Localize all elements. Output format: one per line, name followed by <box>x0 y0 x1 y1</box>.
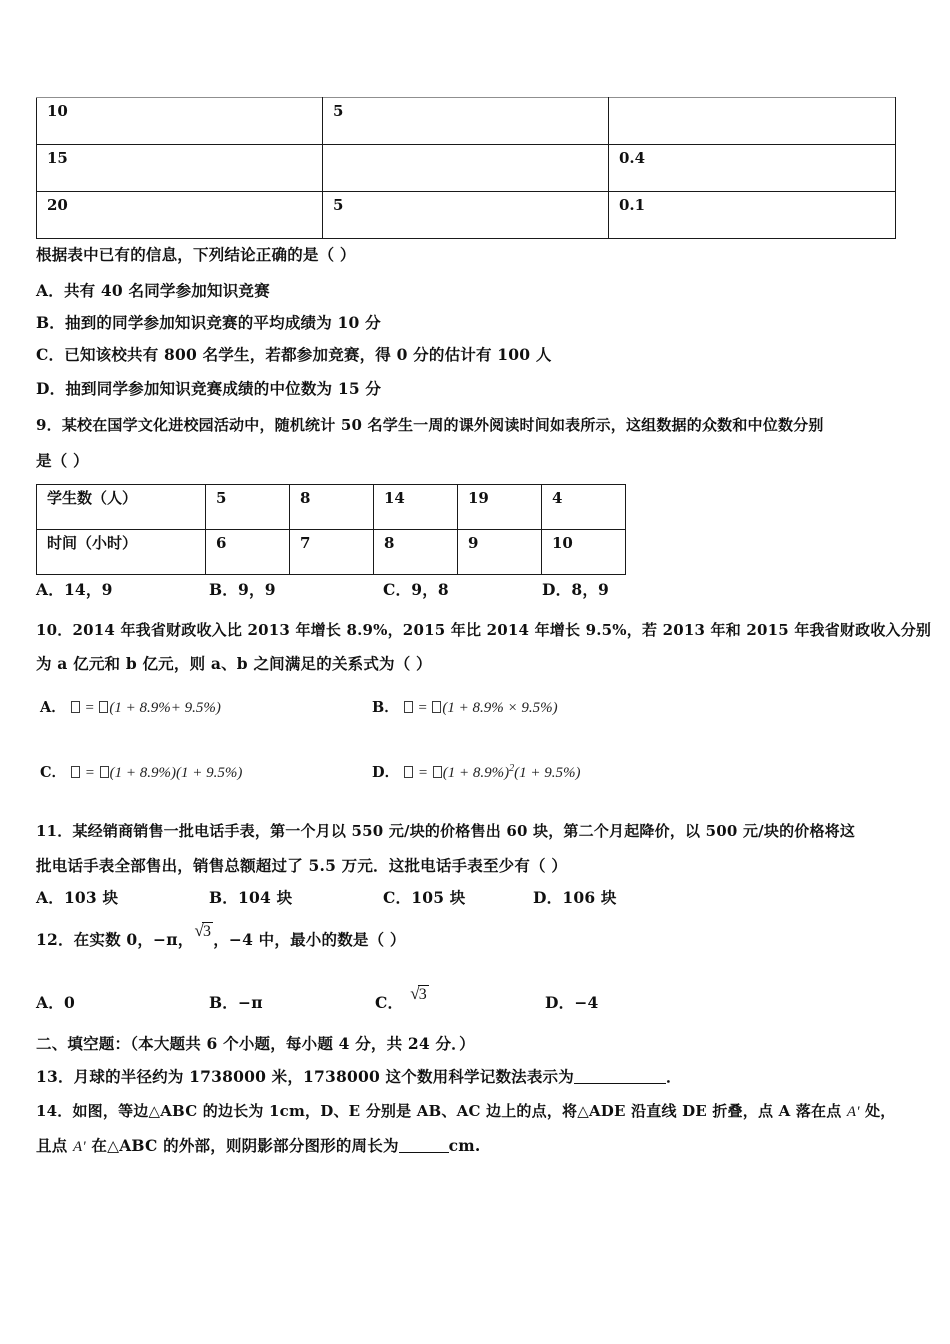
cell-hours: 10 <box>542 530 626 575</box>
question-10-option-d <box>372 761 581 782</box>
answer-blank[interactable] <box>574 1083 666 1084</box>
question-13-text-before: 13．月球的半径约为 1738000 米，1738000 这个数用科学记数法表示为 <box>36 1067 574 1086</box>
option-text: −π <box>238 993 263 1012</box>
option-label: C． <box>375 993 404 1012</box>
option-text: 14，9 <box>63 580 113 599</box>
option-label: D． <box>545 993 575 1012</box>
table-row <box>37 145 896 192</box>
question-12-option-a <box>36 991 75 1014</box>
question-12-option-c <box>375 984 429 1014</box>
cell-count <box>323 145 609 192</box>
option-label: C． <box>40 764 67 781</box>
cell-score: 15 <box>37 145 323 192</box>
option-text: 105 块 <box>411 888 466 907</box>
question-10-option-c <box>40 761 242 782</box>
table-row <box>37 192 896 239</box>
question-12-stem-prefix: 12．在实数 0，−π， <box>36 930 194 949</box>
option-text: 103 块 <box>63 888 119 907</box>
question-8-option-d <box>36 377 381 400</box>
option-text: 8，9 <box>571 580 610 599</box>
question-11-option-a <box>36 886 118 909</box>
row-label-hours: 时间（小时） <box>37 530 206 575</box>
question-14-line2 <box>36 1134 481 1159</box>
question-12-stem <box>36 921 406 951</box>
point-a-prime-label: A' <box>846 1104 860 1120</box>
option-label: A． <box>40 699 66 716</box>
cell-freq <box>609 98 896 145</box>
option-label: B． <box>209 580 239 599</box>
option-label: B． <box>209 993 239 1012</box>
option-label: A． <box>36 281 64 300</box>
row-label-students: 学生数（人） <box>37 485 206 530</box>
question-14-line2-b: 在△ABC 的外部，则阴影部分图形的周长为 <box>85 1136 399 1155</box>
option-text: −4 <box>574 993 599 1012</box>
option-text: 9，8 <box>411 580 449 599</box>
option-text: 抽到同学参加知识竞赛成绩的中位数为 15 分 <box>65 379 382 398</box>
option-label: C． <box>383 888 412 907</box>
question-8-option-a <box>36 279 270 302</box>
question-13-text-after: ． <box>665 1067 682 1086</box>
point-a-prime-label: A' <box>73 1139 86 1155</box>
section-2-heading: 二、填空题：（本大题共 6 个小题，每小题 4 分，共 24 分．） <box>36 1034 475 1053</box>
question-11-option-d <box>533 886 617 909</box>
question-9-option-c <box>383 578 449 601</box>
option-label: D． <box>542 580 572 599</box>
option-label: D． <box>533 888 563 907</box>
cell-score: 20 <box>37 192 323 239</box>
option-text: 106 块 <box>562 888 617 907</box>
option-text: 共有 40 名同学参加知识竞赛 <box>63 281 270 300</box>
question-9-option-a <box>36 578 113 601</box>
option-label: A． <box>36 888 64 907</box>
question-10-stem-line2: 为 a 亿元和 b 亿元，则 a、b 之间满足的关系式为（ ） <box>36 654 432 673</box>
cell-students: 4 <box>542 485 626 530</box>
option-formula: = (1 + 8.9%+ 9.5%) <box>70 700 221 716</box>
question-13 <box>36 1065 682 1088</box>
question-14-line2-a: 且点 <box>36 1136 73 1155</box>
cell-score: 10 <box>37 98 323 145</box>
option-label: A． <box>36 580 64 599</box>
sqrt-3-option: √3 <box>410 984 427 1003</box>
option-label: B． <box>36 313 66 332</box>
cell-students: 8 <box>290 485 374 530</box>
cell-hours: 6 <box>206 530 290 575</box>
question-9-stem-line1: 9．某校在国学文化进校园活动中，随机统计 50 名学生一周的课外阅读时间如表所示，这组数据的众数和中位数分别 <box>36 416 824 434</box>
cell-hours: 8 <box>374 530 458 575</box>
option-formula: = (1 + 8.9%)(1 + 9.5%) <box>70 765 242 781</box>
question-9-option-d <box>542 578 609 601</box>
table-row <box>37 530 626 575</box>
question-12-option-b <box>209 991 263 1014</box>
option-label: C． <box>383 580 412 599</box>
question-11-stem-line2: 批电话手表全部售出，销售总额超过了 5.5 万元．这批电话手表至少有（ ） <box>36 856 568 875</box>
question-12-option-d <box>545 991 599 1014</box>
question-14-line2-c: cm. <box>448 1136 481 1155</box>
cell-freq: 0.1 <box>609 192 896 239</box>
question-11-option-c <box>383 886 466 909</box>
question-11-option-b <box>209 886 292 909</box>
option-text: 0 <box>63 993 75 1012</box>
option-label: D． <box>372 764 400 781</box>
sqrt-3-inline: √3 <box>194 921 212 940</box>
score-frequency-table <box>36 97 896 239</box>
cell-count: 5 <box>323 98 609 145</box>
cell-students: 5 <box>206 485 290 530</box>
option-text: 抽到的同学参加知识竞赛的平均成绩为 10 分 <box>65 313 381 332</box>
cell-students: 14 <box>374 485 458 530</box>
cell-hours: 9 <box>458 530 542 575</box>
question-8-option-c <box>36 343 552 366</box>
answer-blank[interactable] <box>399 1152 449 1153</box>
option-formula: = $(1 + 8.9\%)^2(1 + 9.5\%)$ <box>403 765 580 781</box>
question-12-stem-suffix: ，−4 中，最小的数是（ ） <box>213 930 406 949</box>
question-9-option-b <box>209 578 276 601</box>
question-10-option-b <box>372 696 558 717</box>
table-row <box>37 485 626 530</box>
option-text: 9，9 <box>238 580 276 599</box>
option-formula: = (1 + 8.9% × 9.5%) <box>403 700 558 716</box>
question-10-option-a <box>40 696 221 717</box>
question-11-stem-line1: 11．某经销商销售一批电话手表，第一个月以 550 元/块的价格售出 60 块，第二个月起降价，以 500 元/块的价格将这 <box>36 822 856 840</box>
question-8-stem: 根据表中已有的信息，下列结论正确的是（ ） <box>36 245 356 264</box>
option-label: B． <box>209 888 239 907</box>
table-row <box>37 98 896 145</box>
cell-hours: 7 <box>290 530 374 575</box>
cell-freq: 0.4 <box>609 145 896 192</box>
question-14-line1 <box>36 1100 895 1124</box>
option-text: 已知该校共有 800 名学生，若都参加竞赛，得 0 分的估计有 100 人 <box>64 345 552 364</box>
cell-students: 19 <box>458 485 542 530</box>
option-label: D． <box>36 379 66 398</box>
option-label: C． <box>36 345 65 364</box>
question-8-option-b <box>36 311 381 334</box>
question-10-stem-line1: 10．2014 年我省财政收入比 2013 年增长 8.9%，2015 年比 2014 年增长 9.5%，若 2013 年和 2015 年我省财政收入分别 <box>36 621 932 639</box>
question-14-line1-b: 处， <box>859 1102 896 1120</box>
option-label: A． <box>36 993 64 1012</box>
option-text: 104 块 <box>238 888 293 907</box>
reading-time-table <box>36 484 626 575</box>
question-14-line1-a: 14．如图，等边△ABC 的边长为 1cm，D、E 分别是 AB、AC 边上的点，将△ADE 沿直线 DE 折叠，点 A 落在点 <box>36 1102 847 1120</box>
cell-count: 5 <box>323 192 609 239</box>
option-label: B． <box>372 699 399 716</box>
question-9-stem-line2: 是（ ） <box>36 451 89 470</box>
